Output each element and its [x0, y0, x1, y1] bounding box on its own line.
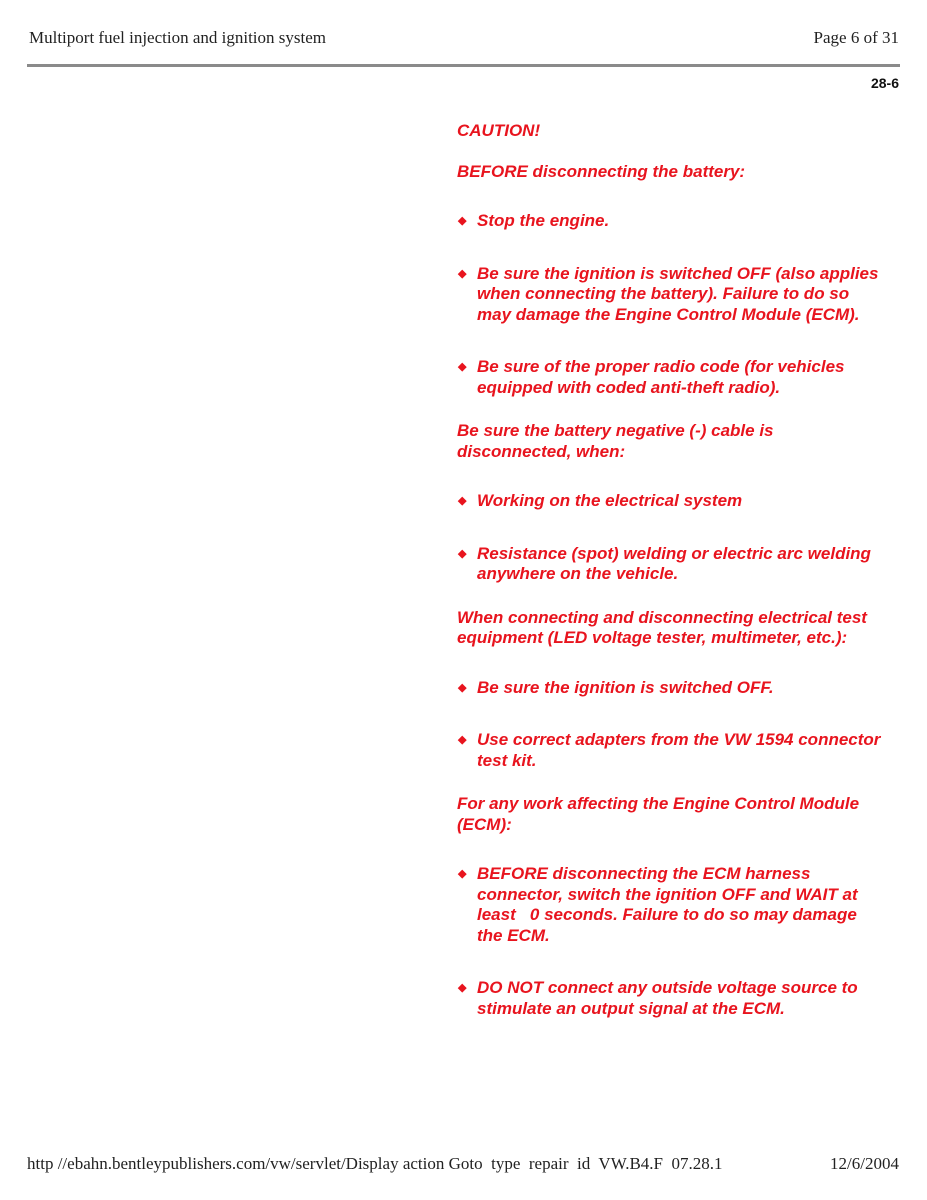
- battery-list: [457, 211, 882, 398]
- diamond-bullet-icon: ◆: [458, 361, 467, 373]
- list-item-text: DO NOT connect any outside voltage source to stimulate an output signal at the ECM.: [477, 978, 858, 1018]
- list-item-text: BEFORE disconnecting the ECM harness connector, switch the ignition OFF and WAIT at least 0 seconds. Failure to do so may damage the ECM.: [477, 864, 863, 945]
- list-item: [457, 864, 882, 946]
- list-item-text: Resistance (spot) welding or electric arc welding anywhere on the vehicle.: [477, 543, 871, 583]
- ecm-list: [457, 864, 882, 1019]
- header-divider: [27, 64, 900, 67]
- negative-cable-intro: Be sure the battery negative (-) cable is disconnected, when:: [457, 421, 774, 461]
- list-item: [457, 730, 882, 771]
- diamond-bullet-icon: ◆: [458, 215, 467, 227]
- diamond-bullet-icon: ◆: [458, 495, 467, 507]
- section-number: 28-6: [870, 75, 899, 91]
- caution-heading: CAUTION!: [457, 121, 541, 140]
- list-item: [457, 264, 882, 326]
- list-item: [457, 491, 882, 512]
- test-equipment-list: [457, 678, 882, 772]
- diamond-bullet-icon: ◆: [458, 267, 467, 280]
- list-item-text: Working on the electrical system: [477, 491, 743, 510]
- diamond-bullet-icon: ◆: [458, 734, 467, 746]
- list-item: [457, 978, 882, 1019]
- ecm-intro: For any work affecting the Engine Control Module (ECM):: [457, 794, 860, 834]
- caution-block: [457, 121, 882, 1019]
- list-item-text: Be sure the ignition is switched OFF (also applies when connecting the battery). Failure to do so may damage the Engine Control Module (ECM).: [477, 263, 879, 324]
- page-footer: [27, 1154, 899, 1174]
- list-item-text: Be sure the ignition is switched OFF.: [477, 677, 774, 697]
- page-header-title: Multiport fuel injection and ignition system: [29, 28, 326, 47]
- footer-url: http //ebahn.bentleypublishers.com/vw/servlet/Display action Goto type repair id VW.B4.F 07.28.1: [27, 1154, 723, 1173]
- negative-cable-list: [457, 491, 882, 585]
- test-equipment-intro: When connecting and disconnecting electrical test equipment (LED voltage tester, multimeter, etc.):: [457, 607, 867, 647]
- battery-intro: BEFORE disconnecting the battery:: [457, 161, 746, 181]
- list-item: [457, 544, 882, 585]
- list-item-text: Be sure of the proper radio code (for vehicles equipped with coded anti-theft radio).: [477, 357, 845, 397]
- list-item-text: Use correct adapters from the VW 1594 connector test kit.: [477, 730, 881, 770]
- diamond-bullet-icon: ◆: [458, 547, 467, 560]
- page-number: Page 6 of 31: [813, 28, 899, 47]
- diamond-bullet-icon: ◆: [458, 982, 467, 994]
- diamond-bullet-icon: ◆: [458, 868, 467, 880]
- list-item: [457, 357, 882, 398]
- list-item: [457, 211, 882, 232]
- diamond-bullet-icon: ◆: [458, 681, 467, 694]
- list-item-text: Stop the engine.: [477, 211, 610, 230]
- list-item: [457, 678, 882, 699]
- footer-date: 12/6/2004: [830, 1154, 899, 1173]
